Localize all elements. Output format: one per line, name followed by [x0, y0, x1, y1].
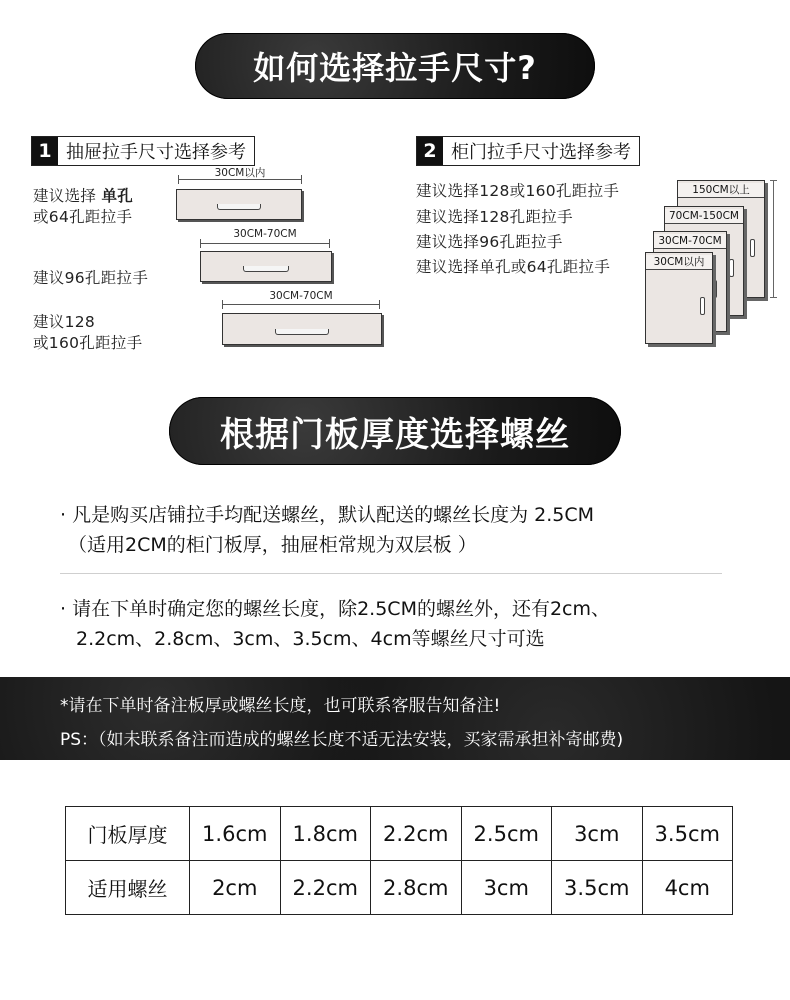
- cabinet-70-150-knob: [729, 259, 734, 277]
- table-cell: 3cm: [552, 807, 643, 861]
- table-row: [66, 807, 733, 861]
- title-text: 如何选择拉手尺寸?: [253, 49, 537, 87]
- drawer-rec-1-a: 建议选择: [33, 187, 97, 205]
- table-cell: 1.6cm: [190, 807, 281, 861]
- drawer1-dim-line: [178, 179, 302, 180]
- table-cell: 2.2cm: [371, 807, 462, 861]
- table-cell: 2.2cm: [280, 861, 371, 915]
- drawer-rec-2: 建议96孔距拉手: [33, 269, 149, 287]
- table-cell: 2cm: [190, 861, 281, 915]
- cabinet-150-plus-knob: [750, 239, 755, 257]
- note1-line1: · 凡是购买店铺拉手均配送螺丝，默认配送的螺丝长度为 2.5CM: [60, 504, 594, 526]
- screw-size-table: [65, 806, 733, 915]
- cabinet-height-line: [773, 180, 774, 298]
- section1-title: 抽屉拉手尺寸选择参考: [66, 142, 246, 163]
- section2-header: [416, 136, 640, 166]
- remark-band: [0, 677, 790, 760]
- note1-line2: （适用2CM的柜门板厚，抽屉柜常规为双层板 ）: [68, 534, 477, 556]
- table-cell: 2.5cm: [461, 807, 552, 861]
- section2-title: 柜门拉手尺寸选择参考: [451, 142, 631, 163]
- cabinet-rec-3: 建议选择96孔距拉手: [416, 233, 563, 251]
- cabinet-rec-2: 建议选择128孔距拉手: [416, 208, 573, 226]
- drawer-rec-1-c: 或64孔距拉手: [33, 208, 133, 226]
- note2-line2: 2.2cm、2.8cm、3cm、3.5cm、4cm等螺丝尺寸可选: [76, 628, 545, 650]
- screw-banner: [169, 397, 621, 465]
- title-banner: [195, 33, 595, 99]
- table-cell: 3.5cm: [642, 807, 733, 861]
- cabinet-rec-1: 建议选择128或160孔距拉手: [416, 182, 620, 200]
- drawer-rec-3-b: 或160孔距拉手: [33, 334, 143, 352]
- note2-line1: · 请在下单时确定您的螺丝长度，除2.5CM的螺丝外，还有2cm、: [60, 598, 610, 620]
- remark-line2: PS：（如未联系备注而造成的螺丝长度不适无法安装，买家需承担补寄邮费): [60, 730, 624, 750]
- table-cell: 4cm: [642, 861, 733, 915]
- drawer1-dim-label: 30CM以内: [214, 167, 266, 179]
- drawer-rec-1-b: 单孔: [101, 187, 134, 205]
- cabinet-150-plus-label: 150CM以上: [678, 183, 764, 198]
- cabinet-under-30-knob: [700, 297, 705, 315]
- section1-number: 1: [32, 137, 58, 165]
- drawer-rec-3-a: 建议128: [33, 313, 96, 331]
- drawer3-dim-label: 30CM-70CM: [269, 290, 333, 302]
- cabinet-under-30: [645, 252, 713, 344]
- drawer1: [176, 189, 302, 220]
- notes-divider: [60, 573, 722, 574]
- screw-banner-text: 根据门板厚度选择螺丝: [220, 414, 570, 455]
- table-cell: 2.8cm: [371, 861, 462, 915]
- cabinet-70-150-label: 70CM-150CM: [665, 209, 743, 224]
- cabinet-rec-4: 建议选择单孔或64孔距拉手: [416, 258, 611, 276]
- drawer2-handle: [243, 266, 289, 272]
- remark-line1: *请在下单时备注板厚或螺丝长度，也可联系客服告知备注!: [60, 696, 501, 716]
- cabinet-30-70-label: 30CM-70CM: [654, 234, 726, 249]
- drawer2-dim-label: 30CM-70CM: [233, 228, 297, 240]
- table-cell: 1.8cm: [280, 807, 371, 861]
- table-row: [66, 861, 733, 915]
- drawer3: [222, 313, 382, 345]
- table-header-screw: 适用螺丝: [66, 861, 190, 915]
- table-cell: 3cm: [461, 861, 552, 915]
- drawer-rec-1: [33, 184, 133, 206]
- section1-header: [31, 136, 255, 166]
- table-cell: 3.5cm: [552, 861, 643, 915]
- drawer2: [200, 251, 332, 282]
- section2-number: 2: [417, 137, 443, 165]
- drawer1-handle: [217, 204, 261, 210]
- drawer3-dim-line: [222, 304, 380, 305]
- drawer2-dim-line: [200, 243, 330, 244]
- table-header-thickness: 门板厚度: [66, 807, 190, 861]
- drawer3-handle: [275, 329, 329, 335]
- cabinet-under-30-label: 30CM以内: [646, 255, 712, 270]
